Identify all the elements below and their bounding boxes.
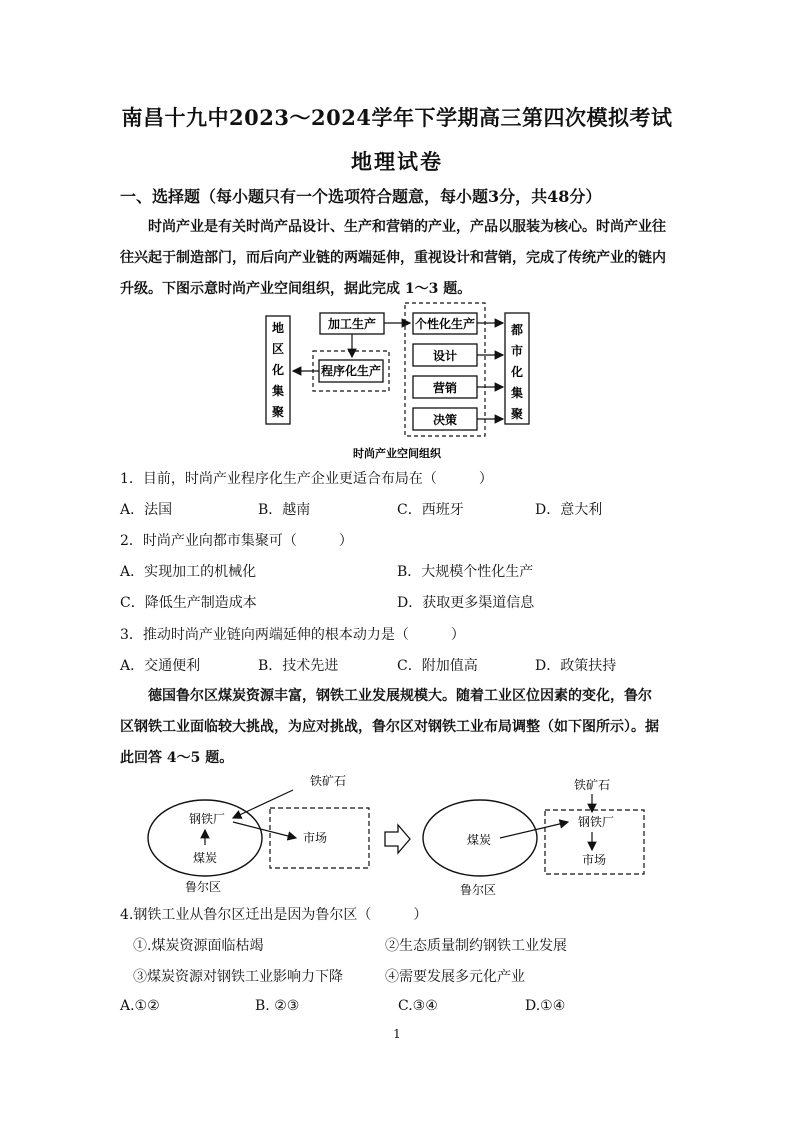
question-4-statement-2: ②生态质量制约钢铁工业发展 [385, 938, 567, 954]
question-3-option-a[interactable]: A．交通便利 [120, 658, 201, 674]
regional-cluster-char: 地 [271, 321, 285, 335]
design-label: 设计 [432, 349, 458, 363]
regional-cluster-char: 区 [271, 342, 285, 356]
coal-label-after: 煤炭 [466, 833, 492, 847]
steel-plant-label-after: 钢铁厂 [577, 815, 615, 829]
passage-2-line-1: 德国鲁尔区煤炭资源丰富，钢铁工业发展规模大。随着工业区位因素的变化，鲁尔 [148, 688, 652, 704]
question-1-stem: 1．目前，时尚产业程序化生产企业更适合布局在（ ） [120, 471, 493, 487]
question-2-option-c[interactable]: C．降低生产制造成本 [120, 595, 257, 611]
question-3-option-d[interactable]: D．政策扶持 [535, 658, 617, 674]
question-2-option-a[interactable]: A．实现加工的机械化 [120, 564, 257, 580]
regional-cluster-char: 聚 [271, 405, 285, 419]
exam-title: 南昌十九中2023～2024学年下学期高三第四次模拟考试 [121, 105, 673, 130]
question-4-stem: 4.钢铁工业从鲁尔区迁出是因为鲁尔区（ ） [120, 907, 428, 923]
urban-cluster-char: 市 [510, 344, 524, 358]
market-label-before: 市场 [302, 831, 328, 845]
programmed-label: 程序化生产 [320, 364, 382, 378]
passage-1-line-3: 升级。下图示意时尚产业空间组织，据此完成 1～3 题。 [120, 281, 472, 297]
urban-cluster-char: 聚 [510, 407, 524, 421]
steel-plant-label-before: 钢铁厂 [188, 812, 226, 826]
regional-cluster-char: 化 [271, 363, 285, 377]
marketing-label: 营销 [432, 381, 458, 395]
personalized-label: 个性化生产 [414, 317, 476, 331]
question-1-option-c[interactable]: C．西班牙 [397, 502, 464, 518]
question-1-option-d[interactable]: D．意大利 [535, 502, 603, 518]
page-number: 1 [393, 1027, 401, 1041]
question-3-option-b[interactable]: B．技术先进 [258, 658, 339, 674]
question-2-option-d[interactable]: D．获取更多渠道信息 [397, 595, 535, 611]
question-2-stem: 2．时尚产业向都市集聚可（ ） [120, 533, 353, 549]
question-4-option-d[interactable]: D.①④ [525, 998, 566, 1014]
iron-ore-label-after: 铁矿石 [573, 778, 611, 792]
passage-1-line-2: 往兴起于制造部门，而后向产业链的两端延伸，重视设计和营销，完成了传统产业的链内 [120, 250, 666, 266]
urban-cluster-char: 化 [510, 365, 524, 379]
urban-cluster-char: 集 [510, 386, 524, 400]
regional-cluster-char: 集 [271, 384, 285, 398]
question-2-option-b[interactable]: B．大规模个性化生产 [397, 564, 534, 580]
figure-1-caption: 时尚产业空间组织 [353, 447, 441, 460]
passage-2-line-2: 区钢铁工业面临较大挑战，为应对挑战，鲁尔区对钢铁工业布局调整（如下图所示）。据 [120, 719, 659, 735]
decision-label: 决策 [432, 413, 458, 427]
question-4-option-c[interactable]: C.③④ [398, 998, 438, 1014]
transition-arrow-icon [385, 825, 410, 853]
question-1-option-b[interactable]: B．越南 [258, 502, 311, 518]
question-4-statement-3: ③煤炭资源对钢铁工业影响力下降 [133, 969, 343, 985]
ruhr-label-after: 鲁尔区 [459, 883, 497, 897]
urban-cluster-char: 都 [510, 323, 524, 337]
passage-1-line-1: 时尚产业是有关时尚产品设计、生产和营销的产业，产品以服装为核心。时尚产业往 [148, 219, 666, 235]
question-4-statement-4: ④需要发展多元化产业 [385, 969, 525, 985]
section-heading: 一、选择题（每小题只有一个选项符合题意，每小题3分，共48分） [120, 187, 602, 206]
question-4-statement-1: ①.煤炭资源面临枯竭 [133, 938, 264, 954]
processing-label: 加工生产 [327, 317, 377, 331]
exam-subtitle: 地理试卷 [351, 149, 443, 174]
question-3-option-c[interactable]: C．附加值高 [397, 658, 478, 674]
question-4-option-b[interactable]: B. ②③ [255, 998, 300, 1014]
question-4-option-a[interactable]: A.①② [120, 998, 160, 1014]
iron-ore-label-before: 铁矿石 [309, 774, 347, 788]
coal-label-before: 煤炭 [192, 851, 218, 865]
ruhr-label-before: 鲁尔区 [184, 880, 222, 894]
question-1-option-a[interactable]: A．法国 [120, 502, 173, 518]
market-label-after: 市场 [581, 853, 607, 867]
passage-2-line-3: 此回答 4～5 题。 [120, 750, 234, 766]
question-3-stem: 3．推动时尚产业链向两端延伸的根本动力是（ ） [120, 627, 465, 643]
